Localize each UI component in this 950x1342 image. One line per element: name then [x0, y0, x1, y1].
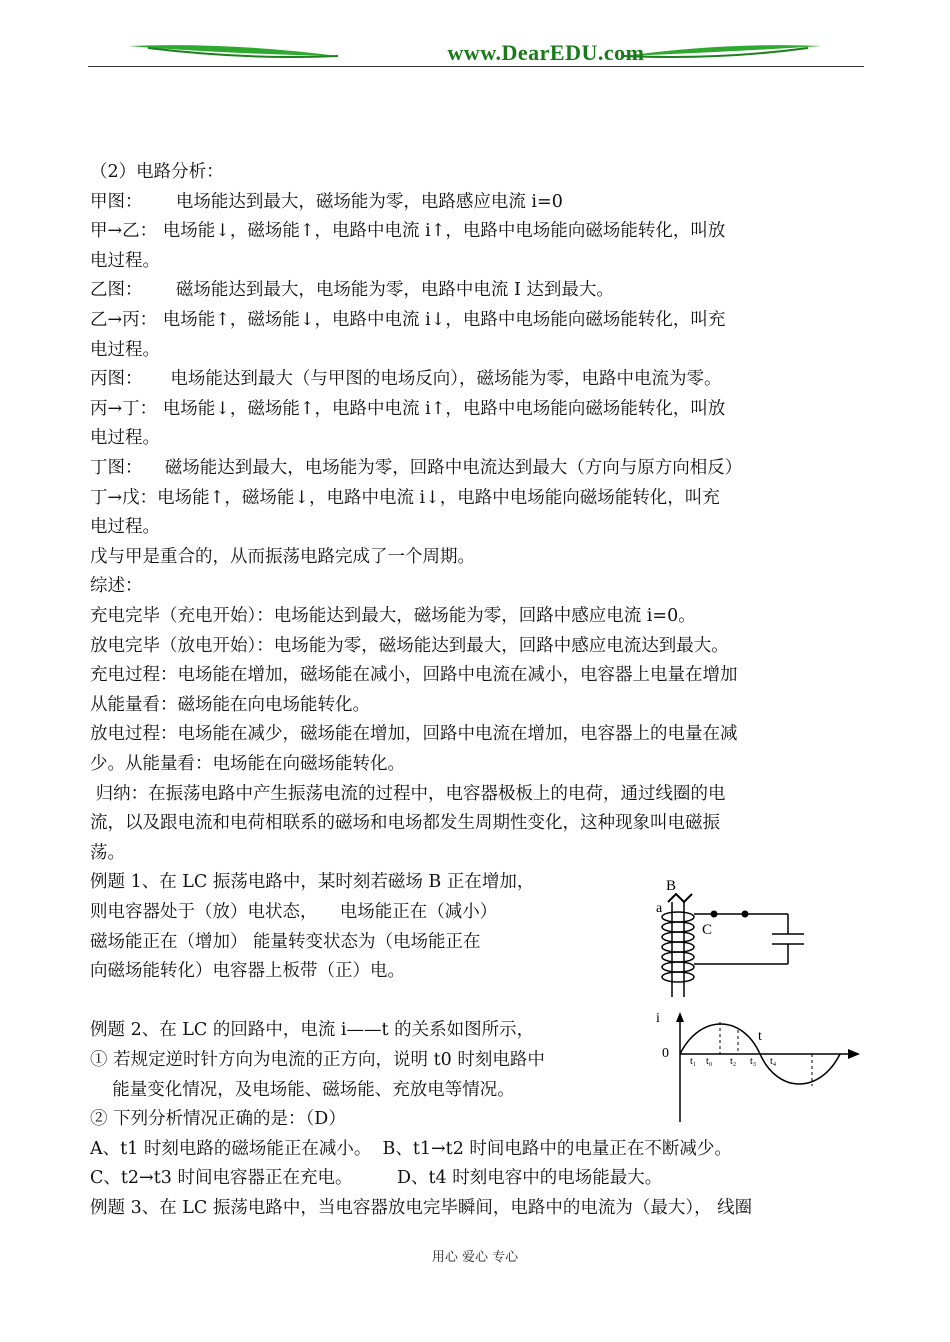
text-line: 例题 3、在 LC 振荡电路中，当电容器放电完毕瞬间，电路中的电流为（最大）， 线圈: [90, 1198, 753, 1218]
text-line: 乙图： 磁场能达到最大，电场能为零，电路中电流 I 达到最大。: [90, 280, 614, 301]
text-line: （2）电路分析：: [90, 162, 224, 182]
text-line: 甲图： 电场能达到最大，磁场能为零，电路感应电流 i=0: [90, 191, 563, 212]
text-line: ① 若规定逆时针方向为电流的正方向，说明 t0 时刻电路中: [90, 1050, 545, 1070]
tick-t1: t₁: [690, 1056, 697, 1067]
text-line: 放电过程：电场能在减少，磁场能在增加，回路中电流在增加，电容器上的电量在减: [90, 724, 738, 745]
axis-label-i: i: [656, 1011, 660, 1026]
text-line: 乙→丙： 电场能↑，磁场能↓，电路中电流 i↓，电路中电场能向磁场能转化，叫充: [90, 310, 726, 330]
text-line: 戊与甲是重合的，从而振荡电路完成了一个周期。: [90, 546, 475, 567]
text-line: ② 下列分析情况正确的是：（D）: [90, 1109, 346, 1130]
site-title: www.DearEDU.com: [447, 40, 645, 65]
coil-icon: [662, 902, 694, 997]
text-line: 归纳：在振荡电路中产生振荡电流的过程中，电容器极板上的电荷，通过线圈的电: [90, 783, 726, 804]
lc-circuit-diagram: [648, 872, 818, 1002]
text-line: 充电过程：电场能在增加，磁场能在减小，回路中电流在减小，电容器上电量在增加: [90, 665, 738, 686]
text-line: 流，以及跟电流和电荷相联系的磁场和电场都发生周期性变化，这种现象叫电磁振: [90, 813, 720, 834]
text-line: A、t1 时刻电路的磁场能正在减小。 B、t1→t2 时间电路中的电量正在不断减少。: [90, 1138, 732, 1159]
text-line: 电过程。: [90, 339, 160, 360]
tick-t0: t₀: [706, 1056, 713, 1067]
text-line: 则电容器处于（放）电状态， 电场能正在（减小）: [90, 902, 498, 922]
text-line: 电过程。: [90, 250, 160, 271]
text-line: 充电完毕（充电开始）：电场能达到最大，磁场能为零，回路中感应电流 i=0。: [90, 606, 696, 626]
text-line: 丙→丁： 电场能↓，磁场能↑，电路中电流 i↑，电路中电场能向磁场能转化，叫放: [90, 398, 726, 419]
text-line: 综述：: [90, 576, 143, 597]
text-line: 例题 2、在 LC 的回路中，电流 i——t 的关系如图所示，: [90, 1020, 535, 1041]
text-line: 荡。: [90, 842, 125, 863]
text-line: 电过程。: [90, 517, 160, 538]
tick-t2: t₂: [730, 1056, 737, 1067]
tick-t4: t₄: [770, 1056, 777, 1067]
origin-label: 0: [662, 1046, 669, 1061]
text-line: 能量变化情况，及电场能、磁场能、充放电等情况。: [90, 1079, 515, 1100]
label-a: a: [656, 901, 663, 916]
text-line: 甲→乙： 电场能↓，磁场能↑，电路中电流 i↑，电路中电场能向磁场能转化，叫放: [90, 221, 726, 242]
text-line: 丁→戊：电场能↑，磁场能↓，电路中电流 i↓，电路中电场能向磁场能转化，叫充: [90, 487, 720, 508]
page-footer: 用心 爱心 专心: [431, 1250, 519, 1265]
text-line: 从能量看：磁场能在向电场能转化。: [90, 694, 370, 715]
tick-t3: t₃: [750, 1056, 757, 1067]
header-rule: [88, 66, 864, 67]
text-line: 放电完毕（放电开始）：电场能为零，磁场能达到最大，回路中感应电流达到最大。: [90, 635, 729, 656]
text-line: 例题 1、在 LC 振荡电路中，某时刻若磁场 B 正在增加，: [90, 872, 535, 893]
text-line: C、t2→t3 时间电容器正在充电。 D、t4 时刻电容中的电场能最大。: [90, 1168, 663, 1189]
text-line: 磁场能正在（增加） 能量转变状态为（电场能正在: [90, 931, 481, 952]
label-b: B: [666, 878, 677, 894]
text-line: 丁图： 磁场能达到最大，电场能为零，回路中电流达到最大（方向与原方向相反）: [90, 458, 743, 478]
text-line: 少。从能量看：电场能在向磁场能转化。: [90, 754, 405, 774]
text-line: 丙图： 电场能达到最大（与甲图的电场反向），磁场能为零，电路中电流为零。: [90, 369, 722, 390]
text-line: 电过程。: [90, 428, 160, 449]
current-time-graph: [648, 1010, 864, 1126]
axis-label-t: t: [758, 1029, 762, 1044]
label-c: C: [702, 922, 713, 938]
text-line: 向磁场能转化）电容器上板带（正）电。: [90, 961, 405, 982]
